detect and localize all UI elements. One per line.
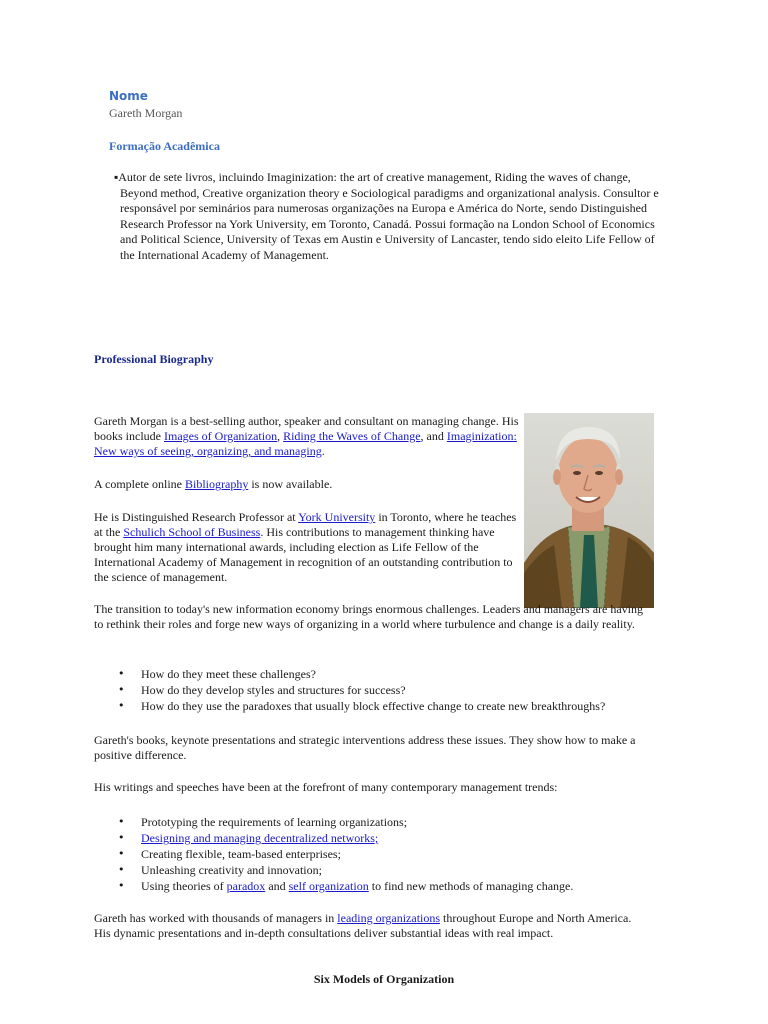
link-schulich-school[interactable]: Schulich School of Business xyxy=(123,525,261,539)
link-images-of-organization[interactable]: Images of Organization xyxy=(164,429,278,443)
list-item xyxy=(94,878,694,894)
text: , xyxy=(277,429,284,443)
bio-paragraph-1 xyxy=(94,414,519,459)
link-riding-the-waves[interactable]: Riding the Waves of Change xyxy=(283,429,421,443)
formacao-text xyxy=(112,170,668,263)
bio-paragraph-2 xyxy=(94,477,519,492)
text: in Toronto, where he teaches at the xyxy=(94,510,517,539)
text: Gareth Morgan is a best-selling author, speaker and consultant on managing change. His books include xyxy=(94,414,519,443)
list-item xyxy=(94,830,694,846)
text: He is Distinguished Research Professor at xyxy=(94,510,299,524)
link-paradox[interactable]: paradox xyxy=(226,879,266,893)
text: Using theories of xyxy=(141,879,227,893)
questions-list xyxy=(94,666,694,714)
list-item: • Unleashing creativity and innovation; xyxy=(94,862,694,878)
text: . xyxy=(321,444,325,458)
link-bibliography[interactable]: Bibliography xyxy=(184,477,249,491)
formacao-body: Autor de sete livros, incluindo Imaginization: the art of creative management, Riding the waves of change, Beyond method, Creative organization theory e Sociological paradigms and organizational analysis. Consultor e responsável por seminários para numerosas organizações na Europa e América do Norte, sendo Distinguished Research Professor na York University, em Toronto, Canadá. Possui formação na London School of Economics and Political Science, University of Texas em Austin e University of Lancaster, tendo sido eleito Life Fellow of the International Academy of Management. xyxy=(118,170,659,262)
square-bullet-icon: ▪ xyxy=(114,170,119,184)
portrait-photo xyxy=(524,413,654,608)
text: throughout Europe and North America. His dynamic presentations and in-depth consultations deliver substantial ideas with real impact. xyxy=(94,911,632,940)
text: and xyxy=(265,879,289,893)
link-leading-organizations[interactable]: leading organizations xyxy=(337,911,441,925)
list-item: • Creating flexible, team-based enterprises; xyxy=(94,846,694,862)
list-item: • Prototyping the requirements of learning organizations; xyxy=(94,814,694,830)
text: is now available. xyxy=(248,477,333,491)
bio-paragraph-7 xyxy=(94,911,639,941)
text: . His contributions to management thinking have brought him many international awards, including election as Life Fellow of the International Academy of Management in recognition of an outstanding contribution to the science of management. xyxy=(94,525,513,584)
text: Gareth has worked with thousands of managers in xyxy=(94,911,338,925)
portrait-photo-icon xyxy=(524,413,654,608)
bio-paragraph-5: Gareth's books, keynote presentations and strategic interventions address these issues. They show how to make a positive difference. xyxy=(94,733,636,762)
list-item: • How do they develop styles and structures for success? xyxy=(94,682,694,698)
bio-paragraph-3 xyxy=(94,510,519,585)
link-york-university[interactable]: York University xyxy=(298,510,376,524)
list-item: • How do they use the paradoxes that usually block effective change to create new breakthroughs? xyxy=(94,698,694,714)
link-imaginization[interactable]: Imaginization: New ways of seeing, organizing, and managing xyxy=(94,429,517,458)
bio-paragraph-4: The transition to today's new information economy brings enormous challenges. Leaders and managers are having to rethink their roles and forge new ways of organizing in a world where turbulence and change is a daily reality. xyxy=(94,602,643,631)
trends-list xyxy=(94,814,694,894)
text: , and xyxy=(420,429,447,443)
list-item: • How do they meet these challenges? xyxy=(94,666,694,682)
nome-value: Gareth Morgan xyxy=(109,106,183,120)
bio-paragraph-6: His writings and speeches have been at the forefront of many contemporary management trends: xyxy=(94,780,558,794)
link-decentralized-networks[interactable]: Designing and managing decentralized networks; xyxy=(141,831,379,845)
formacao-label: Formação Acadêmica xyxy=(109,139,220,153)
text: A complete online xyxy=(94,477,185,491)
text: to find new methods of managing change. xyxy=(368,879,574,893)
nome-label: Nome xyxy=(109,89,148,103)
six-models-heading: Six Models of Organization xyxy=(313,972,455,986)
bio-heading: Professional Biography xyxy=(94,352,214,366)
link-self-organization[interactable]: self organization xyxy=(288,879,369,893)
